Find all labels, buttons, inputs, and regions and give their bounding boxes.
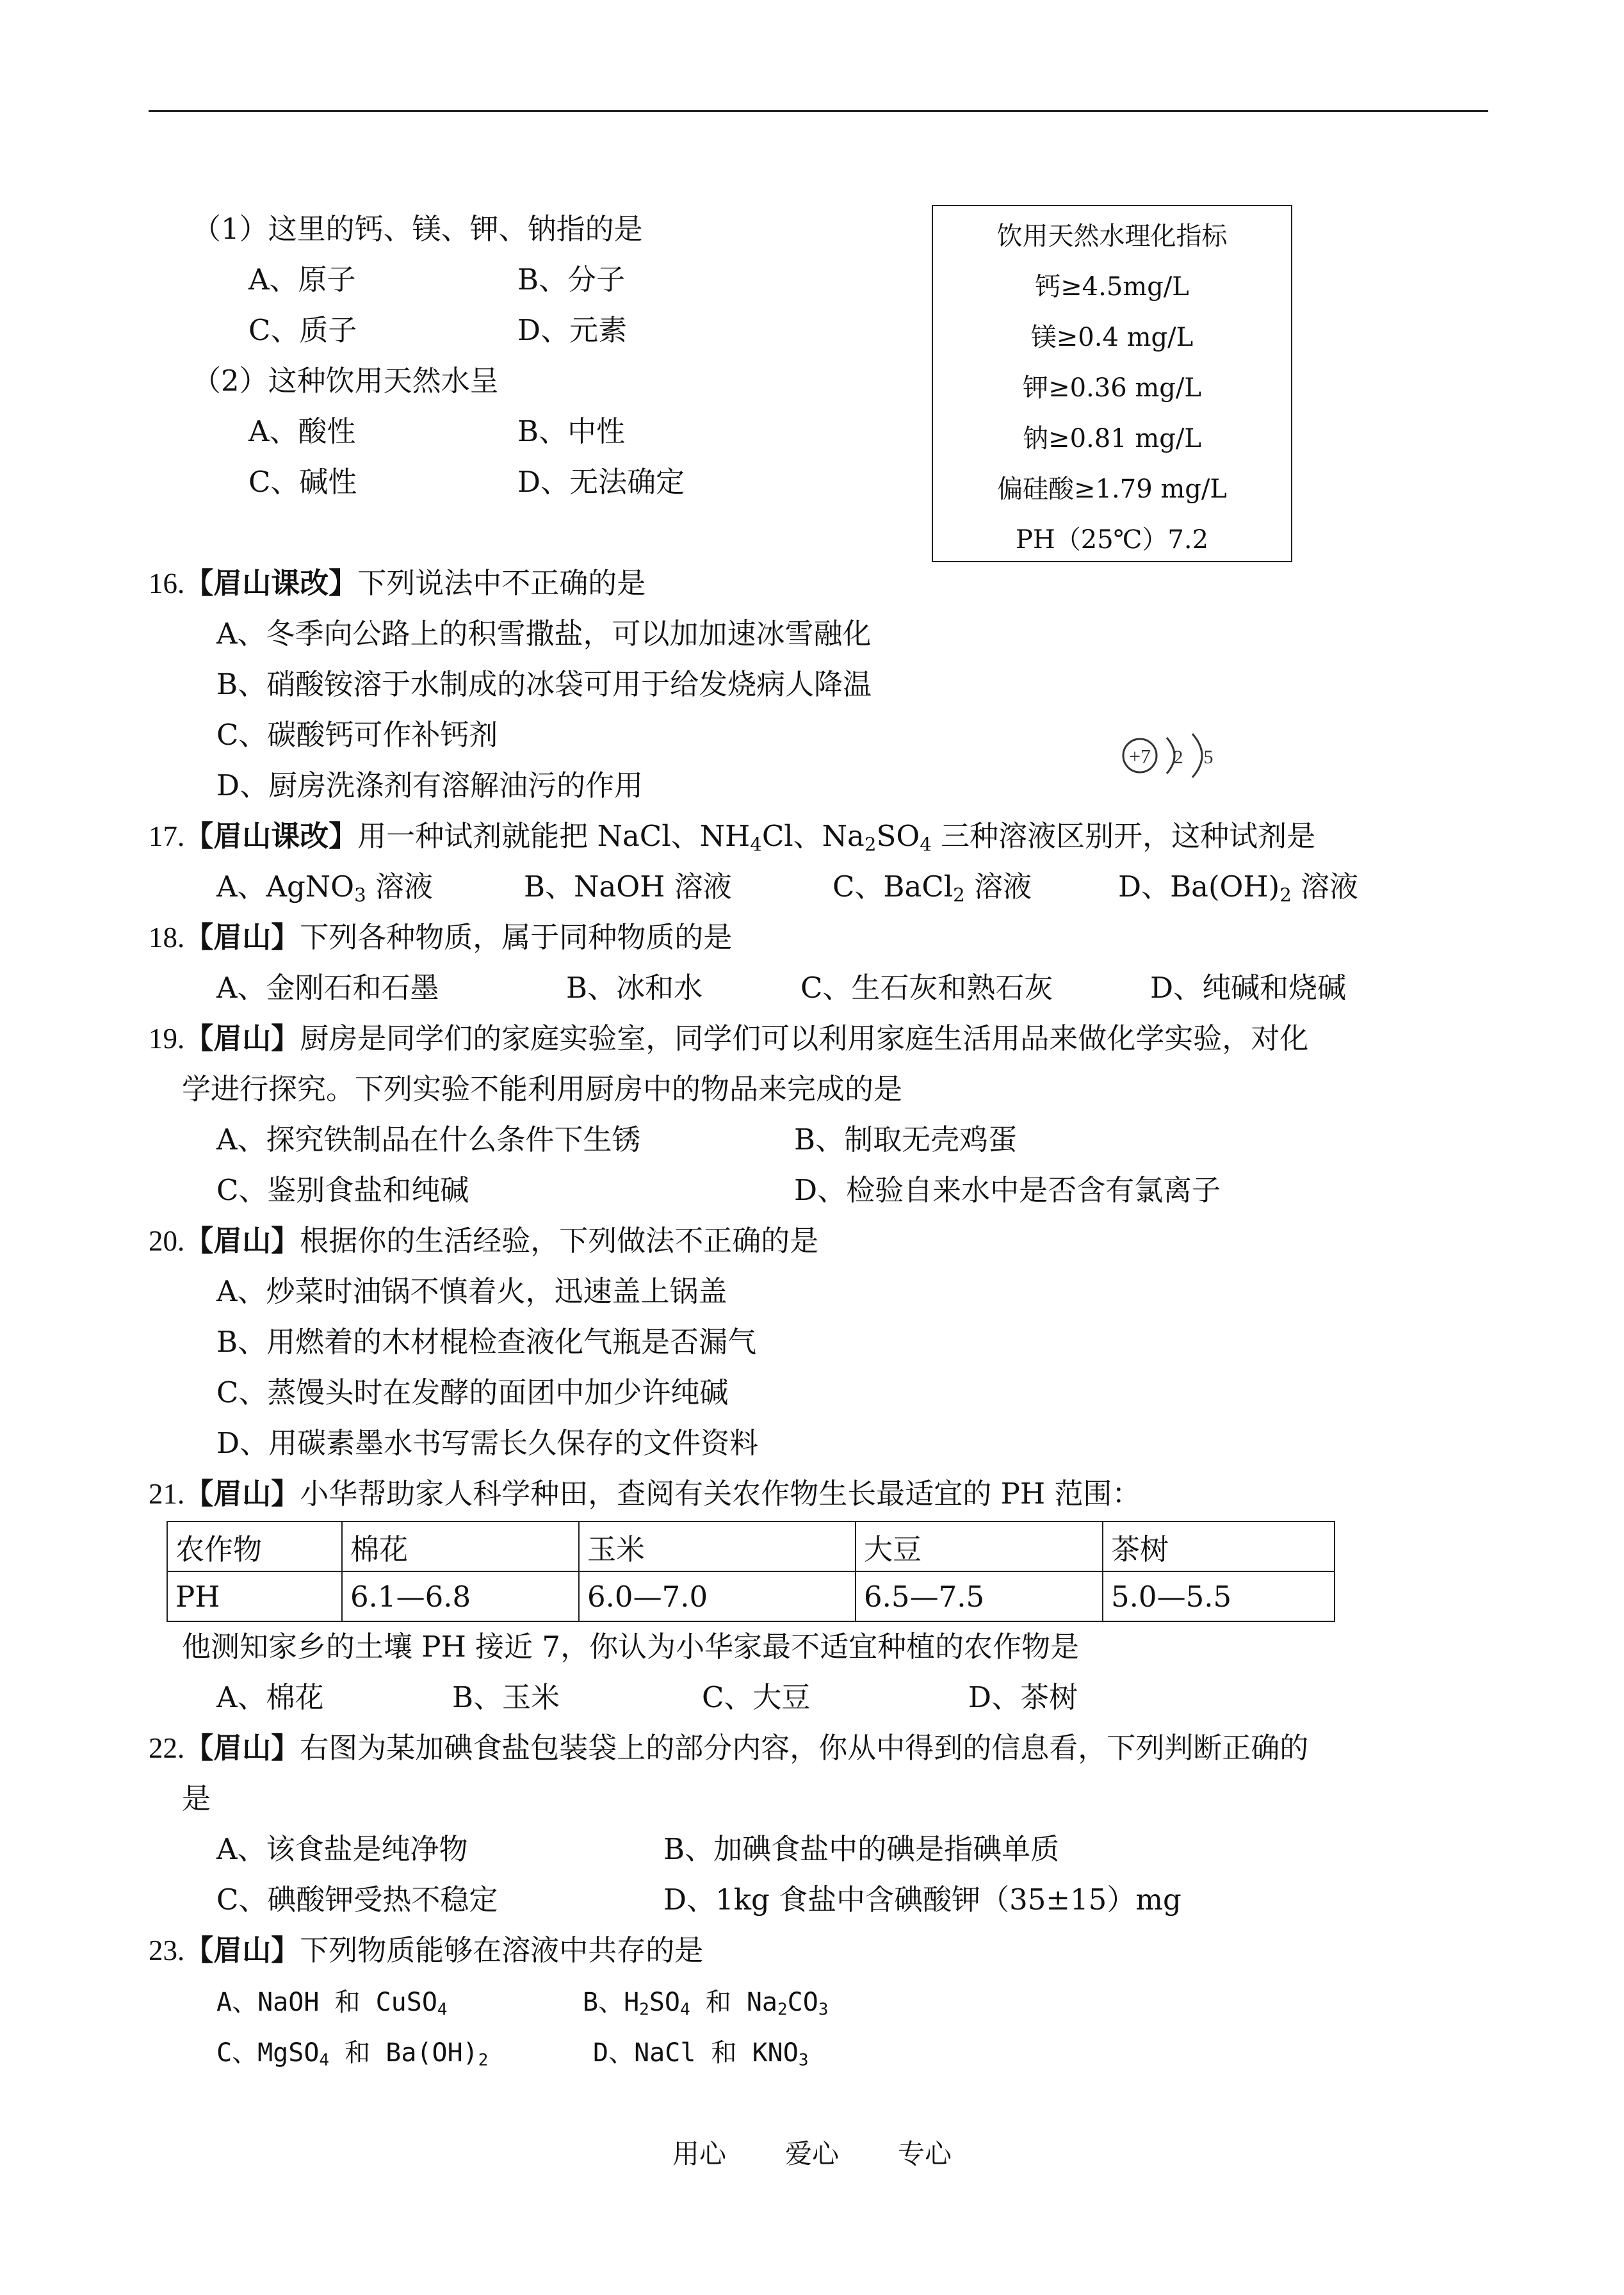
q21-option-b: B、玉米	[452, 1680, 560, 1714]
header-rule	[149, 110, 1488, 112]
q15-sub1-option-c: C、质子	[248, 313, 357, 347]
q17-option-a	[216, 869, 433, 905]
q21-option-c: C、大豆	[702, 1680, 811, 1714]
q22-number: 22.	[149, 1732, 185, 1764]
q20-source-tag: 【眉山】	[184, 1224, 300, 1258]
q18-option-a: A、金刚石和石墨	[216, 971, 439, 1005]
option-text: 溶液	[366, 870, 434, 904]
water-box-row-sodium: 钠≥0.81 mg/L	[1023, 424, 1201, 453]
table-cell: 5.0—5.5	[1103, 1571, 1335, 1621]
water-indicator-box	[932, 205, 1292, 562]
q23-number: 23.	[149, 1934, 185, 1967]
subscript: 3	[818, 2000, 829, 2020]
table-cell: 6.5—7.5	[856, 1571, 1103, 1621]
q17-stem-part: 用一种试剂就能把 NaCl、NH	[357, 819, 751, 853]
q18-number: 18.	[149, 921, 185, 953]
q23-option-d	[593, 2035, 808, 2071]
q19-stem-line	[149, 1021, 1308, 1057]
q17-stem-line	[149, 818, 1315, 854]
q17-stem-part: Cl、Na	[761, 819, 865, 853]
q18-option-d: D、纯碱和烧碱	[1150, 971, 1347, 1005]
q18-stem: 下列各种物质，属于同种物质的是	[300, 920, 733, 954]
water-box-row-calcium: 钙≥4.5mg/L	[1035, 272, 1189, 302]
subscript: 2	[777, 2000, 788, 2020]
q22-stem-line-1: 右图为某加碘食盐包装袋上的部分内容，你从中得到的信息看，下列判断正确的	[300, 1731, 1309, 1765]
option-text: A、AgNO	[216, 870, 355, 904]
q21-stem: 小华帮助家人科学种田，查阅有关农作物生长最适宜的 PH 范围：	[300, 1477, 1141, 1511]
q22-stem-line	[149, 1730, 1308, 1766]
q17-stem-part: SO	[876, 819, 920, 853]
q16-number: 16.	[149, 567, 185, 599]
option-text: SO	[649, 1988, 680, 2017]
option-text: D、NaCl 和 KNO	[593, 2038, 799, 2068]
q15-sub2-option-b: B、中性	[517, 414, 626, 448]
footer-text-2: 爱心	[784, 2138, 839, 2169]
q17-stem-part: 三种溶液区别开，这种试剂是	[931, 819, 1316, 853]
q16-option-c: C、碳酸钙可作补钙剂	[216, 718, 498, 752]
option-text: D、Ba(OH)	[1118, 870, 1280, 904]
footer-text-3: 专心	[898, 2138, 952, 2169]
q22-source-tag: 【眉山】	[184, 1731, 300, 1765]
footer-text-1: 用心	[672, 2138, 726, 2169]
crop-ph-table	[166, 1521, 1335, 1622]
q23-option-c	[216, 2035, 488, 2071]
q19-number: 19.	[149, 1023, 185, 1055]
q20-option-a: A、炒菜时油锅不慎着火，迅速盖上锅盖	[216, 1274, 727, 1308]
q19-stem-line-1: 厨房是同学们的家庭实验室，同学们可以利用家庭生活用品来做化学实验，对化	[300, 1021, 1309, 1055]
water-box-row-metasilicic-acid: 偏硅酸≥1.79 mg/L	[997, 474, 1227, 504]
q18-stem-line	[149, 920, 732, 955]
q20-stem-line	[149, 1223, 818, 1259]
table-row	[167, 1571, 1335, 1621]
q16-source-tag: 【眉山课改】	[184, 566, 358, 600]
q20-number: 20.	[149, 1225, 185, 1257]
q15-sub2-option-a: A、酸性	[248, 414, 356, 448]
table-cell: PH	[167, 1571, 342, 1621]
option-text: 溶液	[964, 870, 1032, 904]
q19-source-tag: 【眉山】	[184, 1021, 300, 1055]
table-cell: 6.1—6.8	[342, 1571, 579, 1621]
option-text: B、H	[583, 1988, 640, 2017]
water-box-title: 饮用天然水理化指标	[996, 222, 1228, 251]
q17-source-tag: 【眉山课改】	[184, 819, 358, 853]
q22-option-b: B、加碘食盐中的碘是指碘单质	[663, 1832, 1060, 1866]
electron-shell-2	[1192, 734, 1202, 777]
table-cell: 大豆	[856, 1521, 1103, 1571]
q21-stem-line	[149, 1476, 1141, 1512]
subscript: 2	[639, 2000, 649, 2020]
atom-structure-diagram	[1116, 730, 1237, 781]
shell-1-electrons: 2	[1173, 747, 1183, 768]
q16-option-a: A、冬季向公路上的积雪撒盐，可以加加速冰雪融化	[216, 617, 872, 651]
subscript: 4	[750, 833, 762, 856]
q15-sub1-option-b: B、分子	[517, 263, 626, 296]
q15-sub1-option-d: D、元素	[517, 313, 628, 347]
option-text: 和 Na	[690, 1988, 777, 2017]
subscript: 3	[798, 2050, 809, 2070]
q23-stem-line	[149, 1933, 703, 1968]
q23-source-tag: 【眉山】	[184, 1933, 300, 1967]
option-text: C、MgSO	[216, 2038, 320, 2068]
q19-stem-line-2: 学进行探究。下列实验不能利用厨房中的物品来完成的是	[182, 1072, 903, 1106]
q18-source-tag: 【眉山】	[184, 920, 300, 954]
page-footer	[0, 2136, 1624, 2172]
q15-sub2-option-c: C、碱性	[248, 465, 357, 499]
q22-option-c: C、碘酸钾受热不稳定	[216, 1883, 498, 1917]
q15-sub2-stem: （2）这种饮用天然水呈	[192, 364, 499, 398]
q21-after-table: 他测知家乡的土壤 PH 接近 7，你认为小华家最不适宜种植的农作物是	[182, 1630, 1080, 1664]
subscript: 2	[864, 833, 877, 856]
q23-stem: 下列物质能够在溶液中共存的是	[300, 1933, 704, 1967]
q17-option-c	[832, 869, 1032, 905]
q22-option-a: A、该食盐是纯净物	[216, 1832, 468, 1866]
subscript: 2	[478, 2050, 489, 2070]
q16-stem-line	[149, 565, 646, 601]
subscript: 4	[920, 833, 932, 856]
q20-option-d: D、用碳素墨水书写需长久保存的文件资料	[216, 1426, 759, 1460]
q15-sub2-option-d: D、无法确定	[517, 465, 685, 499]
nucleus-charge: +7	[1128, 745, 1151, 768]
q20-stem: 根据你的生活经验，下列做法不正确的是	[300, 1224, 819, 1258]
q17-number: 17.	[149, 820, 185, 852]
option-text: C、BaCl	[832, 870, 954, 904]
table-cell: 农作物	[167, 1521, 342, 1571]
table-cell: 茶树	[1103, 1521, 1335, 1571]
q20-option-b: B、用燃着的木材棍检查液化气瓶是否漏气	[216, 1325, 757, 1359]
table-cell: 棉花	[342, 1521, 579, 1571]
subscript: 2	[1279, 884, 1292, 906]
subscript: 4	[319, 2050, 330, 2070]
q19-option-b: B、制取无壳鸡蛋	[794, 1123, 1018, 1156]
option-text: A、NaOH 和 CuSO	[216, 1988, 437, 2017]
q18-option-c: C、生石灰和熟石灰	[800, 971, 1053, 1005]
q16-stem: 下列说法中不正确的是	[357, 566, 646, 600]
q20-option-c: C、蒸馒头时在发酵的面团中加少许纯碱	[216, 1375, 729, 1409]
water-box-row-ph: PH（25℃）7.2	[1015, 525, 1209, 555]
water-box-row-magnesium: 镁≥0.4 mg/L	[1030, 323, 1194, 352]
subscript: 2	[953, 884, 965, 906]
subscript: 4	[437, 2000, 448, 2020]
q18-option-b: B、冰和水	[566, 971, 703, 1005]
water-box-row-potassium: 钾≥0.36 mg/L	[1023, 373, 1201, 403]
table-row	[167, 1521, 1335, 1571]
table-cell: 玉米	[579, 1521, 856, 1571]
q17-option-d	[1118, 869, 1358, 905]
q23-option-a	[216, 1984, 448, 2020]
q21-option-d: D、茶树	[968, 1680, 1078, 1714]
q15-sub1-option-a: A、原子	[248, 263, 356, 296]
option-text: CO	[787, 1988, 818, 2017]
shell-2-electrons: 5	[1203, 747, 1214, 768]
q22-option-d: D、1kg 食盐中含碘酸钾（35±15）mg	[663, 1883, 1181, 1917]
q16-option-d: D、厨房洗涤剂有溶解油污的作用	[216, 768, 644, 802]
subscript: 4	[680, 2000, 690, 2020]
table-cell: 6.0—7.0	[579, 1571, 856, 1621]
q15-sub1-stem: （1）这里的钙、镁、钾、钠指的是	[192, 212, 643, 246]
q21-option-a: A、棉花	[216, 1680, 324, 1714]
q19-option-d: D、检验自来水中是否含有氯离子	[794, 1173, 1221, 1207]
q19-option-a: A、探究铁制品在什么条件下生锈	[216, 1123, 641, 1156]
q21-source-tag: 【眉山】	[184, 1477, 300, 1511]
q19-option-c: C、鉴别食盐和纯碱	[216, 1173, 469, 1207]
q16-option-b: B、硝酸铵溶于水制成的冰袋可用于给发烧病人降温	[216, 667, 872, 701]
q23-option-b	[583, 1984, 828, 2020]
q22-stem-line-2: 是	[182, 1781, 211, 1815]
q21-number: 21.	[149, 1478, 185, 1510]
option-text: 和 Ba(OH)	[329, 2038, 478, 2068]
q17-option-b: B、NaOH 溶液	[524, 870, 732, 904]
subscript: 3	[354, 884, 366, 906]
option-text: 溶液	[1291, 870, 1359, 904]
